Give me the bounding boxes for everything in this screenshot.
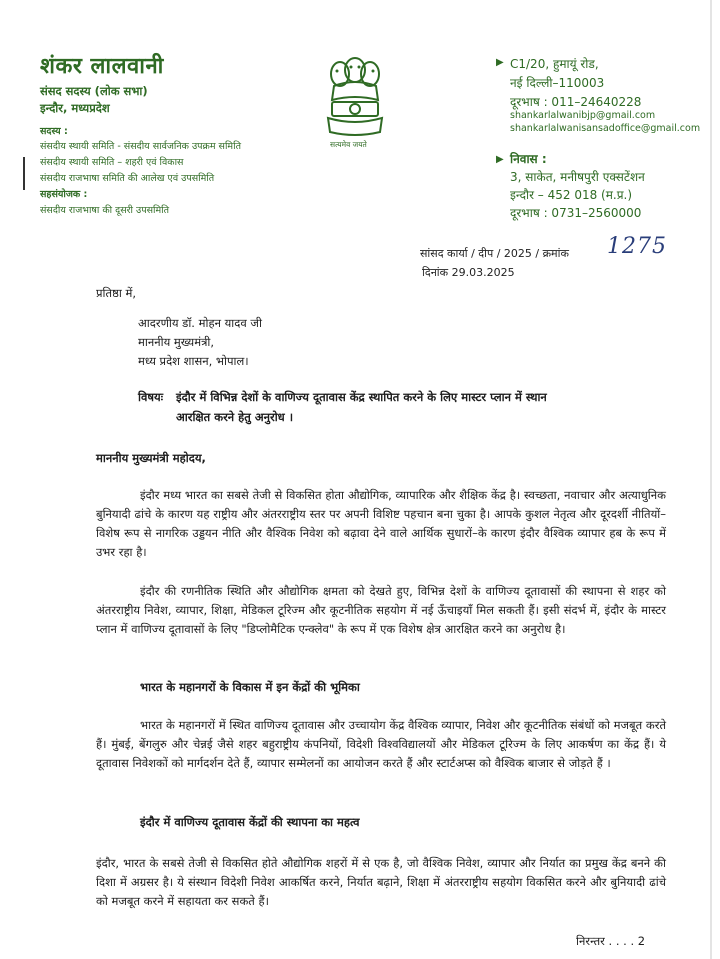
- reference-line: सांसद कार्या / दीप / 2025 / क्रमांक: [420, 247, 569, 260]
- addressee-line: आदरणीय डॉ. मोहन यादव जी: [138, 316, 262, 330]
- margin-mark: [23, 157, 25, 190]
- member-label: सदस्य :: [40, 126, 68, 137]
- residence-phone: दूरभाष : 0731–2560000: [510, 206, 642, 220]
- residence-label: निवास :: [510, 152, 547, 166]
- delhi-phone: दूरभाष : 011–24640228: [510, 95, 642, 109]
- sender-name: शंकर लालवानी: [40, 54, 164, 79]
- subject-line: आरक्षित करने हेतु अनुरोध ।: [176, 410, 294, 424]
- arrow-icon: ▶: [496, 154, 504, 165]
- national-emblem-icon: [320, 48, 390, 148]
- salutation: माननीय मुख्यमंत्री महोदय,: [96, 451, 206, 465]
- coconvenor-committee: संसदीय राजभाषा की दूसरी उपसमिति: [40, 205, 170, 216]
- committee-item: संसदीय स्थायी समिति - संसदीय सार्वजनिक उपक्रम समिति: [40, 141, 241, 152]
- email: shankarlalwanisansadoffice@gmail.com: [510, 123, 701, 134]
- residence-line: इन्दौर – 452 018 (म.प्र.): [510, 188, 633, 202]
- body-paragraph: भारत के महानगरों में स्थित वाणिज्य दूतावास और उच्चायोग केंद्र वैश्विक व्यापार, निवेश और कूटनीतिक संबंधों को मजबूत करते हैं। मुंबई, बेंगलुरु और चेन्नई जैसे शहर बहुराष्ट्रीय कंपनियों, विदेशी विश्वविद्यालयों और मेडिकल टूरिज्म के लिए आकर्षण का केंद्र हैं। ये दूतावास निवेशकों को मार्गदर्शन देते हैं, व्यापार सम्मेलनों का आयोजन करते हैं और स्टार्टअप्स को वैश्विक बाजार से जोड़ते हैं ।: [96, 718, 666, 770]
- reference-number: 1275: [607, 234, 667, 259]
- continued-marker: निरन्तर . . . . 2: [576, 934, 646, 948]
- sender-location: इन्दौर, मध्यप्रदेश: [40, 101, 110, 115]
- arrow-icon: ▶: [496, 57, 504, 68]
- section-heading: भारत के महानगरों के विकास में इन केंद्रों की भूमिका: [140, 680, 360, 694]
- committee-item: संसदीय राजभाषा समिति की आलेख एवं उपसमिति: [40, 173, 215, 184]
- residence-line: 3, साकेत, मनीषपुरी एक्सटेंशन: [510, 170, 645, 184]
- body-paragraph: इंदौर, भारत के सबसे तेजी से विकसित होते औद्योगिक शहरों में से एक है, जो वैश्विक निवेश, व्यापार और निर्यात का प्रमुख केंद्र बनने की दिशा में अग्रसर है। ये संस्थान विदेशी निवेश आकर्षित करने, निर्यात बढ़ाने, शिक्षा में अंतरराष्ट्रीय सहयोग विकसित करने और बुनियादी ढांचे को मजबूत करने में सहायता कर सकते हैं।: [96, 856, 666, 908]
- delhi-address-line: नई दिल्ली–110003: [510, 76, 605, 90]
- addressee-line: मध्य प्रदेश शासन, भोपाल।: [138, 354, 249, 368]
- addressee-line: माननीय मुख्यमंत्री,: [138, 335, 215, 349]
- addressee-to: प्रतिष्ठा में,: [96, 286, 137, 300]
- body-paragraph: इंदौर की रणनीतिक स्थिति और औद्योगिक क्षमता को देखते हुए, विभिन्न देशों के वाणिज्य दूतावासों की स्थापना से शहर को अंतरराष्ट्रीय निवेश, व्यापार, शिक्षा, मेडिकल टूरिज्म और कूटनीतिक सहयोग में नई ऊँचाइयाँ मिल सकती हैं। इसी संदर्भ में, इंदौर के मास्टर प्लान में वाणिज्य दूतावासों के लिए "डिप्लोमैटिक एन्क्लेव" के रूप में एक विशेष क्षेत्र आरक्षित करने का अनुरोध है।: [96, 584, 666, 636]
- body-paragraph: इंदौर मध्य भारत का सबसे तेजी से विकसित होता औद्योगिक, व्यापारिक और शैक्षिक केंद्र है। स्वच्छता, नवाचार और अत्याधुनिक बुनियादी ढांचे के कारण यह राष्ट्रीय और अंतरराष्ट्रीय स्तर पर अपनी विशिष्ट पहचान बना चुका है। आपके कुशल नेतृत्व और दूरदर्शी नीतियों–विशेष रूप से नागरिक उड्डयन नीति और वैश्विक निवेश को बढ़ावा देने वाले आर्थिक सुधारों–के कारण इंदौर वैश्विक व्यापार हब के रूप में उभर रहा है।: [96, 488, 666, 559]
- delhi-address-line: C1/20, हुमायूं रोड,: [510, 57, 599, 71]
- page-edge: [710, 0, 712, 959]
- coconvenor-label: सहसंयोजक :: [40, 189, 88, 200]
- subject-label: विषयः: [138, 390, 164, 404]
- sender-title: संसद सदस्य (लोक सभा): [40, 84, 148, 98]
- email: shankarlalwanibjp@gmail.com: [510, 110, 656, 121]
- section-heading: इंदौर में वाणिज्य दूतावास केंद्रों की स्थापना का महत्व: [140, 815, 360, 829]
- subject-line: इंदौर में विभिन्न देशों के वाणिज्य दूतावास केंद्र स्थापित करने के लिए मास्टर प्लान में स्थान: [176, 390, 547, 404]
- emblem-motto: सत्यमेव जयते: [330, 140, 367, 149]
- committee-item: संसदीय स्थायी समिति – शहरी एवं विकास: [40, 157, 184, 168]
- letter-date: दिनांक 29.03.2025: [422, 266, 515, 279]
